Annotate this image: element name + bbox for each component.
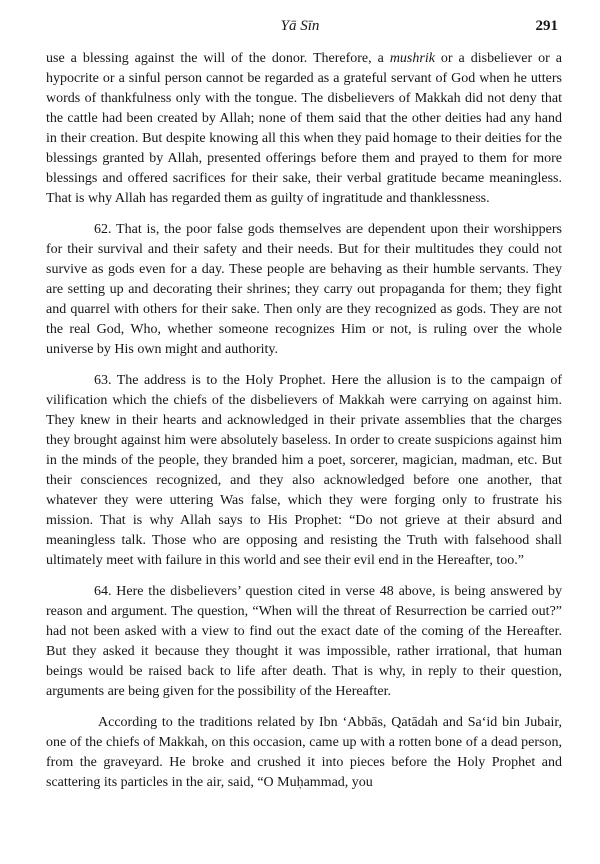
- page-header: [0, 18, 600, 38]
- paragraph-traditions: According to the traditions related by Ibn ‘Abbās, Qatādah and Sa‘id bin Jubair, one of the chiefs of Makkah, on this occasion, came up with a rotten bone of a dead person, from the graveyard. He broke and crushed it into pieces before the Holy Prophet and scattering its particles in the air, said, “O Muḥammad, you: [46, 715, 562, 790]
- note-63: 63. The address is to the Holy Prophet. Here the allusion is to the campaign of vilification which the chiefs of the disbelievers of Makkah were carrying on against him. They knew in their hearts and acknowledged in their private assemblies that the charges they brought against him were absolutely baseless. In order to create suspicions against him in the minds of the people, they branded him a poet, sorcerer, magician, madman, etc. But their consciences recognized, and they also acknowledged before one another, that whatever they were uttering Was false, which they were forging only to frustrate his mission. That is why Allah says to His Prophet: “Do not grieve at their absurd and meaningless talk. Those who are opposing and resisting the Truth with falsehood shall ultimately meet with failure in this world and see their evil end in the Hereafter, too.”: [46, 373, 562, 568]
- running-title: Yā Sīn: [280, 18, 320, 34]
- note-62: 62. That is, the poor false gods themselves are dependent upon their worshippers for their survival and their safety and their needs. But for their multitudes they could not survive as gods even for a day. These people are behaving as their humble servants. They are setting up and decorating their shrines; they carry out propaganda for them; they fight and quarrel with others for their sake. Then only are they recognized as gods. They are not the real God, Who, whether someone recognizes Him or not, is ruling over the whole universe by His own might and authority.: [46, 222, 562, 357]
- note-64: 64. Here the disbelievers’ question cited in verse 48 above, is being answered by reason and argument. The question, “When will the threat of Resurrection be carried out?” had not been asked with a view to find out the exact date of the coming of the Hereafter. But they asked it because they thought it was impossible, rather irrational, that human beings would be raised back to life after death. That is why, in reply to their question, arguments are being given for the possibility of the Hereafter.: [46, 584, 562, 699]
- page-body: [46, 49, 562, 793]
- paragraph-text: use a blessing against the will of the donor. Therefore, a: [46, 51, 390, 66]
- paragraph-continued: [46, 49, 562, 209]
- emphasized-term: mushrik: [389, 51, 435, 66]
- page-number: 291: [535, 18, 558, 34]
- paragraph-text: or a disbeliever or a hypocrite or a sinful person cannot be regarded as a grateful servant of God when he utters words of thankfulness only with the tongue. The disbelievers of Makkah did not deny that the cattle had been created by Allah; none of them said that the other deities had any hand in their creation. But despite knowing all this when they paid homage to their deities for the blessings granted by Allah, presented offerings before them and prayed to them for more blessings and offered sacrifices for their sake, their verbal gratitude became meaningless. That is why Allah has regarded them as guilty of ingratitude and thanklessness.: [46, 51, 562, 206]
